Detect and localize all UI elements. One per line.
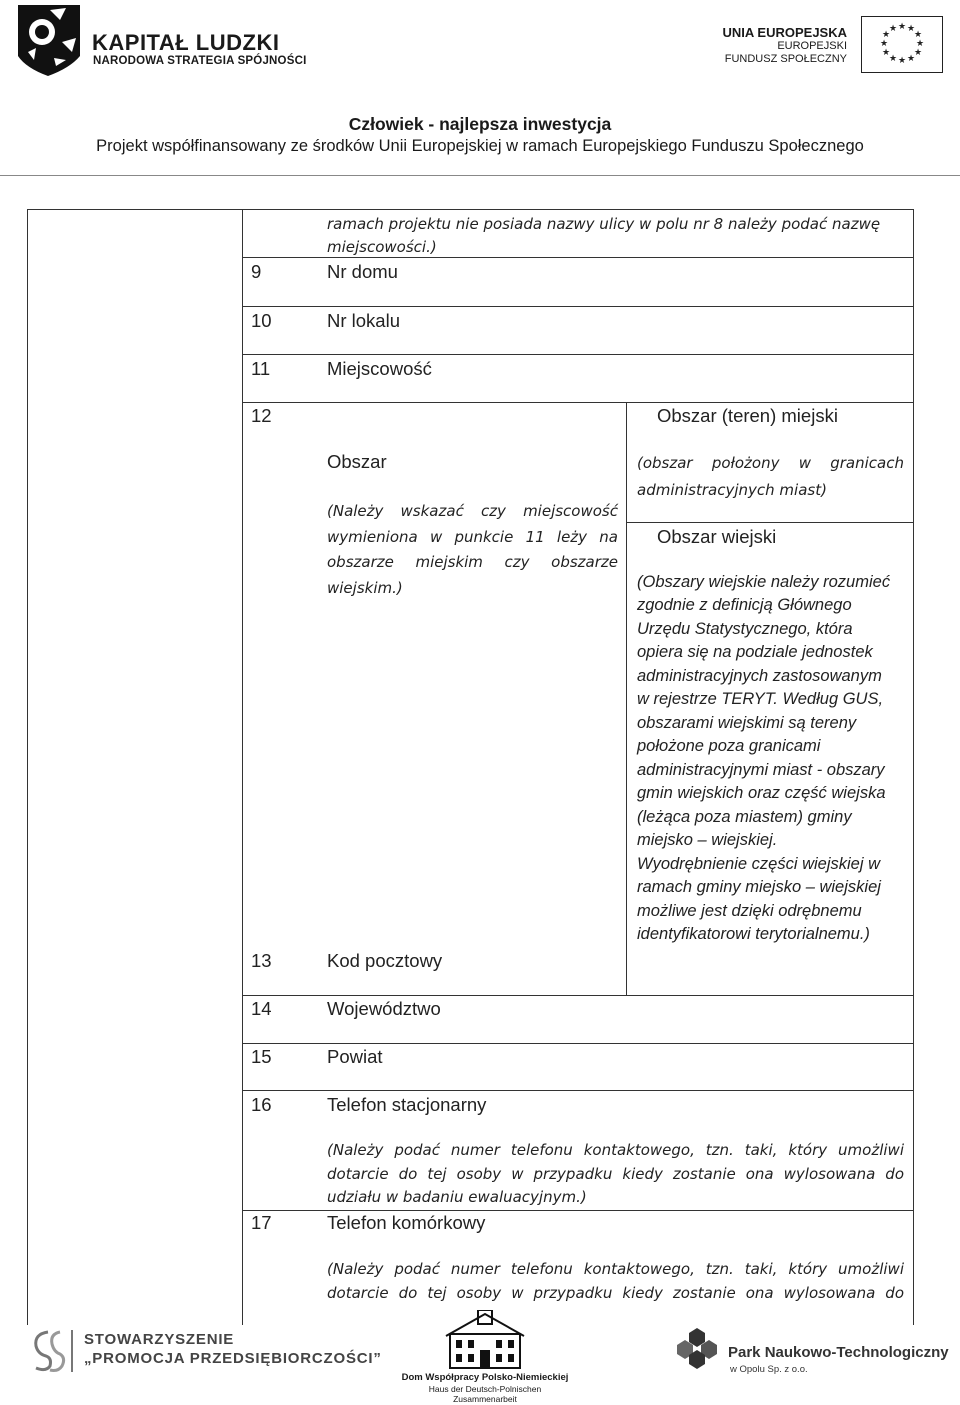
urban-area-note: (obszar położony w granicach bbox=[637, 454, 904, 472]
area-note-line: wymieniona w punkcie 11 leży na bbox=[327, 528, 618, 546]
svg-text:★: ★ bbox=[881, 48, 891, 58]
svg-text:★: ★ bbox=[906, 54, 916, 64]
row-number: 16 bbox=[251, 1094, 272, 1115]
rural-area-note: obszarami wiejskimi są tereny bbox=[637, 714, 857, 732]
dom-wspolpracy-name-de: Haus der Deutsch-Polnischen Zusammenarbeit bbox=[428, 1384, 542, 1404]
row-label-postal-code: Kod pocztowy bbox=[327, 950, 443, 971]
eu-label: UNIA EUROPEJSKA bbox=[722, 25, 847, 40]
stowarzyszenie-logo-icon bbox=[30, 1328, 76, 1379]
urban-area-option: Obszar (teren) miejski bbox=[657, 405, 838, 426]
phone-note-line: (Należy podać numer telefonu kontaktowego, tzn. taki, który umożliwi bbox=[327, 1141, 904, 1159]
row-number: 10 bbox=[251, 310, 272, 331]
row-label-flat-number: Nr lokalu bbox=[327, 310, 400, 331]
park-technologiczny-sub: w Opolu Sp. z o.o. bbox=[730, 1364, 808, 1375]
row-number: 17 bbox=[251, 1212, 272, 1233]
row-label-county: Powiat bbox=[327, 1046, 383, 1067]
svg-text:★: ★ bbox=[879, 39, 889, 49]
dom-wspolpracy-name: Dom Współpracy Polsko-Niemieckiej bbox=[401, 1372, 569, 1383]
area-note-line: wiejskim.) bbox=[327, 579, 403, 597]
rural-area-note: gmin wiejskich oraz część wiejska bbox=[637, 784, 886, 802]
row-separator bbox=[242, 306, 914, 307]
row-label-voivodeship: Województwo bbox=[327, 998, 441, 1019]
rural-area-note: (leżąca poza miastem) gminy bbox=[637, 808, 852, 826]
area-column-divider bbox=[626, 402, 627, 995]
row-label-area: Obszar bbox=[327, 451, 387, 472]
phone-note-line: dotarcie do tej osoby w przypadku kiedy zostanie ona wylosowana do bbox=[327, 1165, 904, 1183]
kapital-ludzki-title: KAPITAŁ LUDZKI bbox=[92, 30, 280, 55]
row-label-mobile: Telefon komórkowy bbox=[327, 1212, 486, 1233]
project-cofinance-line: Projekt współfinansowany ze środków Unii Europejskiej w ramach Europejskiego Funduszu Społecznego bbox=[96, 137, 864, 155]
rural-area-note: opiera się na podziale jednostek bbox=[637, 643, 873, 661]
row-separator bbox=[242, 1043, 914, 1044]
stowarzyszenie-name-line1: STOWARZYSZENIE bbox=[84, 1331, 235, 1348]
rural-area-note: identyfikatorowi terytorialnemu.) bbox=[637, 925, 870, 943]
dom-wspolpracy-logo-icon bbox=[440, 1310, 530, 1375]
park-technologiczny-logo-icon bbox=[675, 1326, 719, 1375]
eu-flag-icon bbox=[861, 16, 943, 73]
row-separator bbox=[242, 1210, 914, 1211]
rural-area-note: Urzędu Statystycznego, która bbox=[637, 620, 853, 638]
rural-area-note: Wyodrębnienie części wiejskiej w bbox=[637, 855, 881, 873]
stowarzyszenie-name-line2: „PROMOCJA PRZEDSIĘBIORCZOŚCI” bbox=[84, 1350, 382, 1367]
svg-text:★: ★ bbox=[881, 30, 891, 40]
row-label-locality: Miejscowość bbox=[327, 358, 432, 379]
row-number: 14 bbox=[251, 998, 272, 1019]
row-label-house-number: Nr domu bbox=[327, 261, 398, 282]
row-number: 13 bbox=[251, 950, 272, 971]
area-note-line: obszarze miejskim czy obszarze bbox=[327, 553, 618, 571]
row-separator bbox=[242, 995, 914, 996]
svg-text:★: ★ bbox=[897, 56, 907, 66]
table-border-left bbox=[27, 209, 28, 1325]
rural-area-option: Obszar wiejski bbox=[657, 526, 777, 547]
row-number: 9 bbox=[251, 261, 262, 282]
rural-area-note: (Obszary wiejskie należy rozumieć bbox=[637, 573, 891, 591]
svg-text:★: ★ bbox=[888, 24, 898, 34]
svg-text:★: ★ bbox=[897, 22, 907, 32]
kapital-ludzki-logo-icon bbox=[14, 2, 84, 80]
header-divider bbox=[0, 175, 960, 176]
eu-fund-label-1: EUROPEJSKI bbox=[777, 40, 847, 52]
continuation-note-line: miejscowości.) bbox=[327, 238, 437, 256]
rural-area-note: możliwe jest dzięki odrębnemu bbox=[637, 902, 862, 920]
row-number: 11 bbox=[251, 358, 271, 379]
phone-note-line: udziału w badaniu ewaluacyjnym.) bbox=[327, 1188, 587, 1206]
row-number: 12 bbox=[251, 405, 272, 426]
urban-area-note: administracyjnych miast) bbox=[637, 481, 827, 499]
row-number: 15 bbox=[251, 1046, 272, 1067]
row-label-landline: Telefon stacjonarny bbox=[327, 1094, 487, 1115]
rural-area-note: położone poza granicami bbox=[637, 737, 821, 755]
svg-text:★: ★ bbox=[906, 24, 916, 34]
area-option-separator bbox=[626, 522, 914, 523]
table-border-top bbox=[27, 209, 914, 210]
table-divider-col1 bbox=[242, 209, 243, 1325]
table-border-right bbox=[913, 209, 914, 1325]
rural-area-note: administracyjnych zastosowanym bbox=[637, 667, 882, 685]
row-separator bbox=[242, 402, 914, 403]
motto: Człowiek - najlepsza inwestycja bbox=[348, 114, 612, 134]
park-technologiczny-name: Park Naukowo-Technologiczny bbox=[728, 1344, 949, 1361]
row-separator bbox=[242, 354, 914, 355]
svg-text:★: ★ bbox=[913, 48, 923, 58]
mobile-note-line: (Należy podać numer telefonu kontaktowego, tzn. taki, który umożliwi bbox=[327, 1260, 904, 1278]
rural-area-note: ramach gminy miejsko – wiejskiej bbox=[637, 878, 881, 896]
row-separator bbox=[242, 1090, 914, 1091]
svg-text:★: ★ bbox=[913, 30, 923, 40]
svg-text:★: ★ bbox=[888, 54, 898, 64]
area-note-line: (Należy wskazać czy miejscowość bbox=[327, 502, 618, 520]
continuation-note-line: ramach projektu nie posiada nazwy ulicy w polu nr 8 należy podać nazwę bbox=[327, 215, 881, 233]
rural-area-note: w rejestrze TERYT. Według GUS, bbox=[637, 690, 884, 708]
svg-text:★: ★ bbox=[915, 39, 925, 49]
rural-area-note: miejsko – wiejskiej. bbox=[637, 831, 778, 849]
kapital-ludzki-subtitle: NARODOWA STRATEGIA SPÓJNOŚCI bbox=[93, 55, 307, 67]
mobile-note-line: dotarcie do tej osoby w przypadku kiedy zostanie ona wylosowana do bbox=[327, 1284, 904, 1302]
rural-area-note: administracyjnymi miast - obszary bbox=[637, 761, 885, 779]
eu-fund-label-2: FUNDUSZ SPOŁECZNY bbox=[724, 53, 847, 65]
rural-area-note: zgodnie z definicją Głównego bbox=[637, 596, 852, 614]
